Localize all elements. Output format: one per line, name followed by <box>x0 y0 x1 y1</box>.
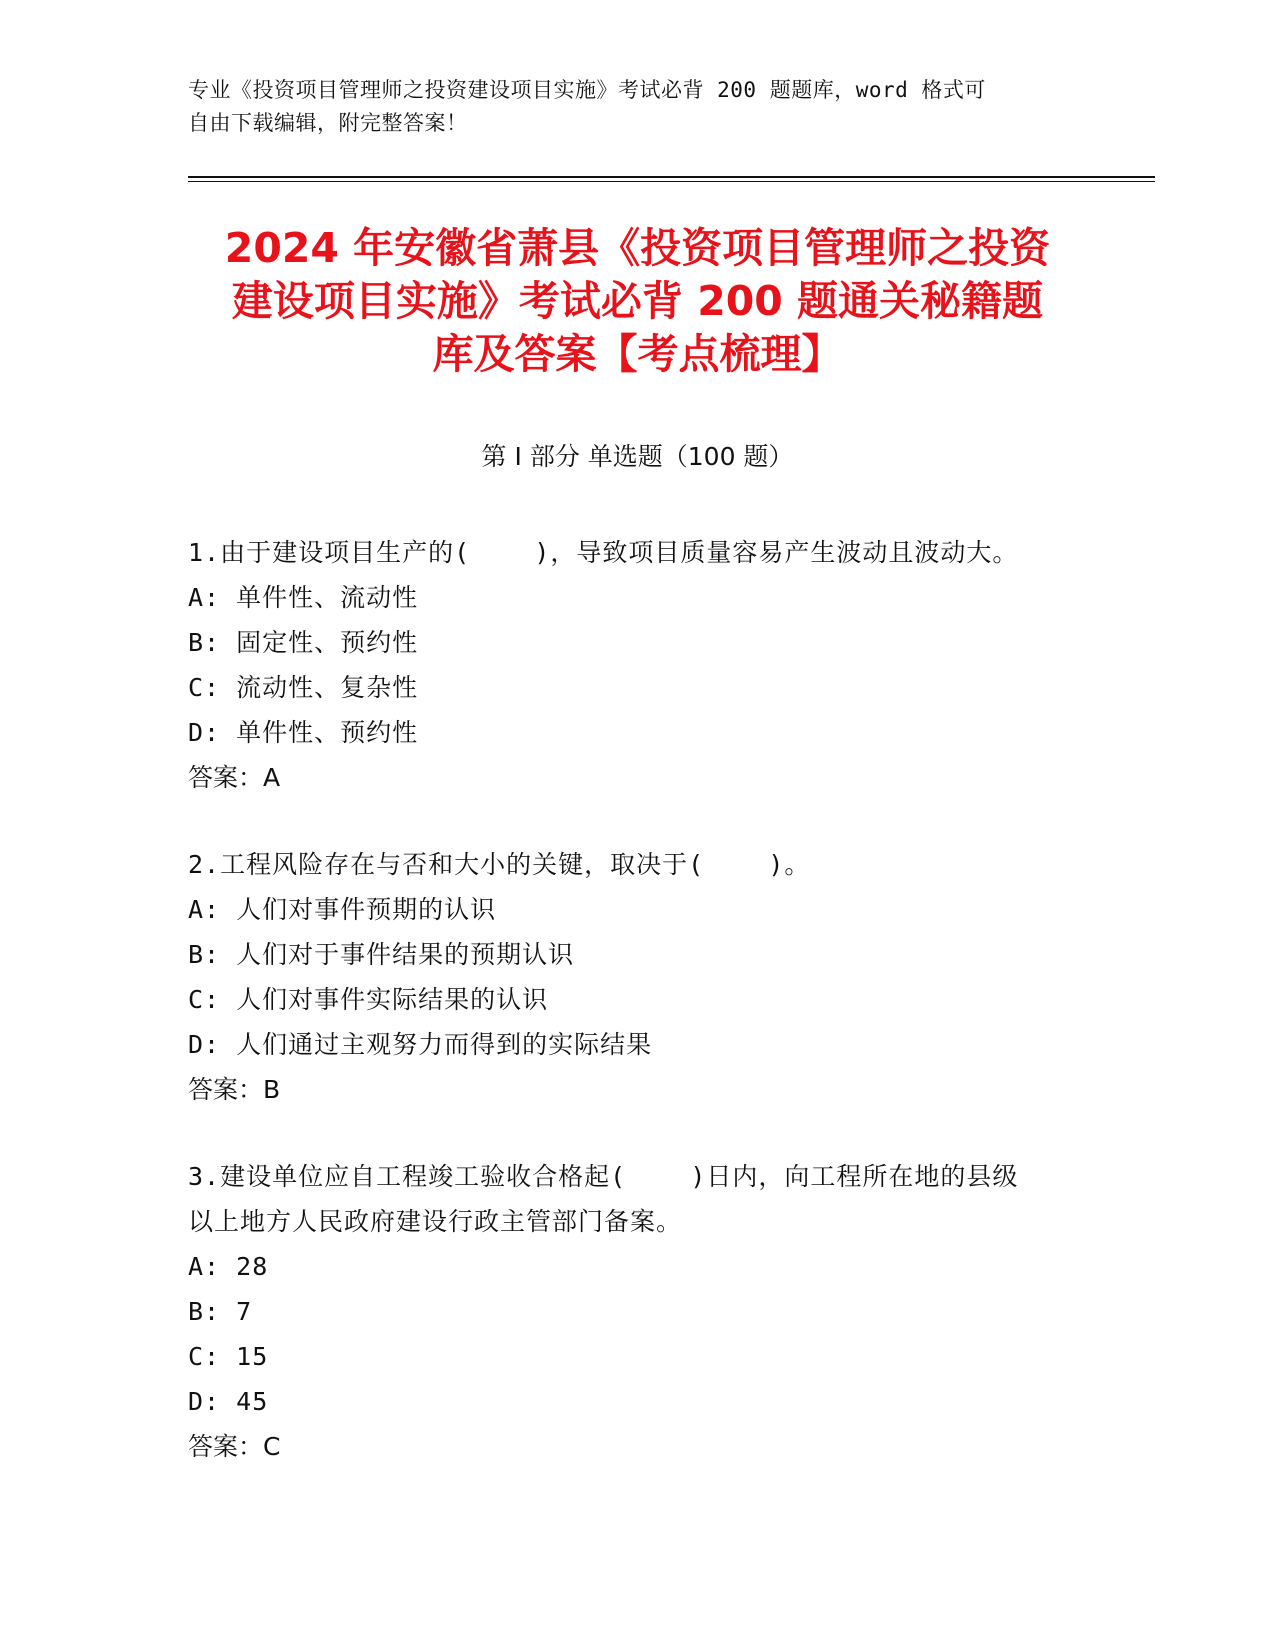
option-d: D: 单件性、预约性 <box>188 718 419 747</box>
option-b: B: 7 <box>188 1297 253 1326</box>
header-note-line-2: 自由下载编辑，附完整答案！ <box>188 111 468 135</box>
question-stem: 3.建设单位应自工程竣工验收合格起( )日内，向工程所在地的县级 <box>188 1162 1019 1191</box>
option-a: A: 人们对事件预期的认识 <box>188 895 497 924</box>
option-d: D: 人们通过主观努力而得到的实际结果 <box>188 1030 653 1059</box>
question-stem: 1.由于建设项目生产的( )，导致项目质量容易产生波动且波动大。 <box>188 538 1019 567</box>
header-divider-bottom <box>188 181 1155 182</box>
question-stem-continued: 以上地方人民政府建设行政主管部门备案。 <box>188 1207 683 1236</box>
question-list <box>188 530 1088 1511</box>
option-c: C: 人们对事件实际结果的认识 <box>188 985 549 1014</box>
answer: 答案：C <box>188 1432 281 1461</box>
document-title-line-1: 2024 年安徽省萧县《投资项目管理师之投资 <box>224 224 1051 272</box>
option-d: D: 45 <box>188 1387 269 1416</box>
option-b: B: 人们对于事件结果的预期认识 <box>188 940 575 969</box>
document-title-line-2: 建设项目实施》考试必背 200 题通关秘籍题 <box>231 277 1044 325</box>
header-note <box>188 74 1088 140</box>
header-divider-top <box>188 176 1155 178</box>
answer: 答案：A <box>188 763 281 792</box>
question-3 <box>188 1154 1088 1469</box>
section-heading: 第 I 部分 单选题（100 题） <box>481 442 794 471</box>
option-c: C: 流动性、复杂性 <box>188 673 419 702</box>
question-stem: 2.工程风险存在与否和大小的关键，取决于( )。 <box>188 850 811 879</box>
option-a: A: 单件性、流动性 <box>188 583 419 612</box>
option-c: C: 15 <box>188 1342 269 1371</box>
document-title <box>140 222 1135 381</box>
question-1 <box>188 530 1088 800</box>
header-note-line-1: 专业《投资项目管理师之投资建设项目实施》考试必背 200 题题库，word 格式可 <box>188 78 986 102</box>
option-a: A: 28 <box>188 1252 269 1281</box>
question-2 <box>188 842 1088 1112</box>
document-title-line-3: 库及答案【考点梳理】 <box>432 330 843 378</box>
answer: 答案：B <box>188 1075 281 1104</box>
option-b: B: 固定性、预约性 <box>188 628 419 657</box>
